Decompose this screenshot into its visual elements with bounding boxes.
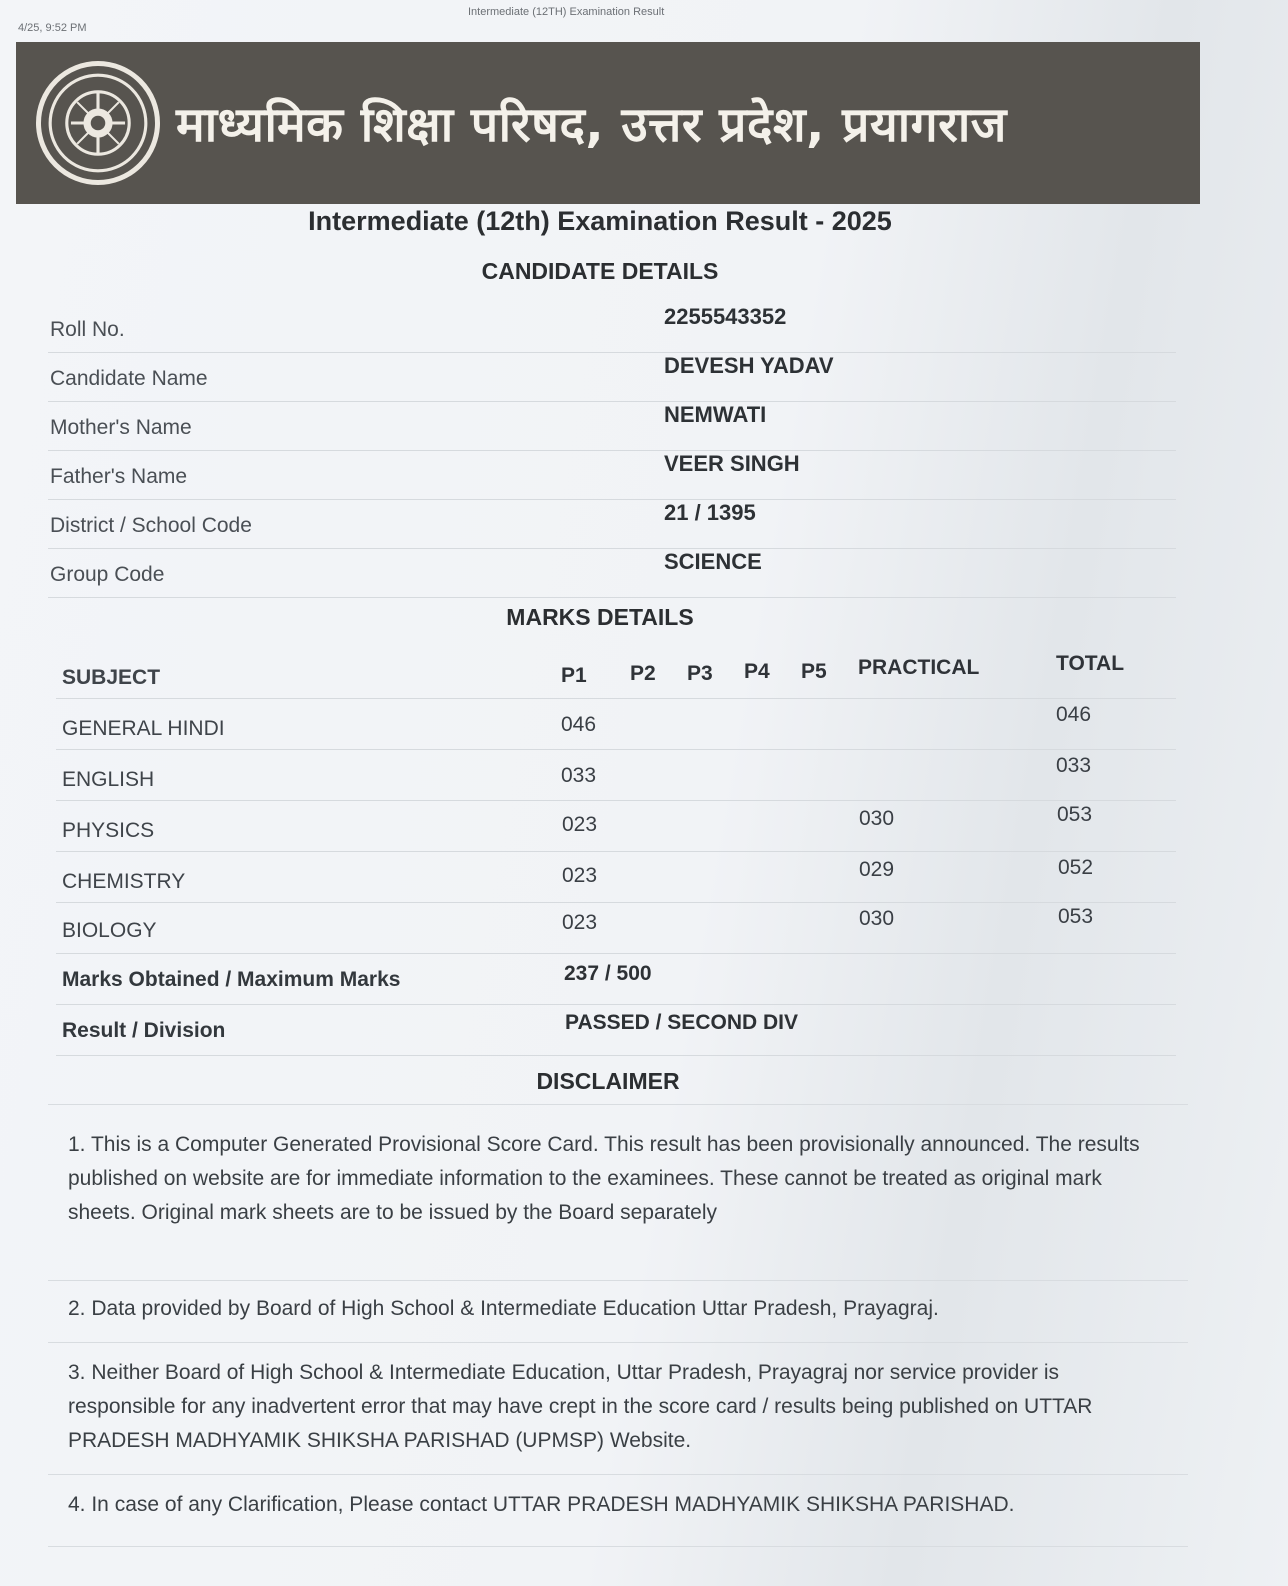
field-row-candidate-name — [48, 353, 1176, 402]
disclaimer-item: 3. Neither Board of High School & Intermediate Education, Uttar Pradesh, Prayagraj nor service provider is responsible for any inadvertent error that may have crept in the score card / results being published on UTTAR PRADESH MADHYAMIK SHIKSHA PARISHAD (UPMSP) Website. — [68, 1361, 1093, 1452]
marks-details-heading: MARKS DETAILS — [506, 604, 694, 630]
divider — [48, 1104, 1188, 1105]
field-value: SCIENCE — [664, 549, 762, 574]
page-title: Intermediate (12th) Examination Result - 2025 — [308, 206, 892, 236]
field-label: Roll No. — [50, 318, 125, 341]
board-banner — [16, 42, 1200, 204]
result-division-label: Result / Division — [62, 1019, 226, 1042]
total-marks: 052 — [1058, 856, 1094, 879]
subject-name: PHYSICS — [62, 819, 155, 842]
disclaimer-item: 1. This is a Computer Generated Provisional Score Card. This result has been provisionally announced. The results published on website are for immediate information to the examinees. These cannot be treated as original mark sheets. Original mark sheets are to be issued by the Board separately — [68, 1133, 1140, 1224]
col-header-p5: P5 — [801, 660, 827, 683]
marks-obtained-row — [56, 954, 1176, 1005]
field-value: 21 / 1395 — [664, 500, 756, 525]
practical-marks: 030 — [859, 907, 895, 930]
result-division-row — [56, 1005, 1176, 1056]
total-marks: 046 — [1056, 703, 1092, 726]
marks-row — [56, 852, 1176, 903]
practical-marks: 030 — [859, 807, 895, 830]
marks-row — [56, 801, 1176, 852]
subject-name: GENERAL HINDI — [62, 717, 225, 740]
field-row-father-name — [48, 451, 1176, 500]
print-timestamp: 4/25, 9:52 PM — [18, 22, 87, 34]
marks-row — [56, 750, 1176, 801]
field-label: Father's Name — [50, 465, 188, 488]
p1-marks: 046 — [561, 713, 597, 736]
print-page-title: Intermediate (12TH) Examination Result — [468, 6, 665, 18]
field-value: VEER SINGH — [664, 451, 800, 476]
board-emblem-icon — [36, 61, 160, 185]
field-label: District / School Code — [50, 514, 252, 537]
marks-obtained-value: 237 / 500 — [564, 962, 652, 985]
print-header — [8, 6, 908, 34]
field-label: Mother's Name — [50, 416, 192, 439]
marks-header-row — [56, 648, 1176, 699]
marks-row — [56, 699, 1176, 750]
col-header-p2: P2 — [630, 662, 656, 685]
p1-marks: 033 — [561, 764, 597, 787]
result-division-value: PASSED / SECOND DIV — [565, 1011, 798, 1034]
total-marks: 053 — [1058, 905, 1094, 928]
disclaimer-item: 2. Data provided by Board of High School & Intermediate Education Uttar Pradesh, Prayagraj. — [68, 1297, 939, 1320]
field-row-district-school-code — [48, 500, 1176, 549]
subject-name: ENGLISH — [62, 768, 155, 791]
field-value: 2255543352 — [664, 304, 787, 329]
marks-row — [56, 903, 1176, 954]
divider — [48, 1342, 1188, 1343]
field-label: Candidate Name — [50, 367, 208, 390]
candidate-details-heading: CANDIDATE DETAILS — [481, 258, 719, 284]
field-value: DEVESH YADAV — [664, 353, 834, 378]
board-name-hindi: माध्यमिक शिक्षा परिषद, उत्तर प्रदेश, प्रयागराज — [176, 96, 1007, 153]
p1-marks: 023 — [562, 813, 598, 836]
field-row-mother-name — [48, 402, 1176, 451]
total-marks: 053 — [1057, 803, 1093, 826]
field-row-roll-no — [48, 304, 1176, 353]
divider — [48, 1546, 1188, 1547]
total-marks: 033 — [1056, 754, 1092, 777]
col-header-total: TOTAL — [1056, 652, 1125, 675]
divider — [48, 1280, 1188, 1281]
col-header-p4: P4 — [744, 660, 770, 683]
disclaimer-item: 4. In case of any Clarification, Please contact UTTAR PRADESH MADHYAMIK SHIKSHA PARISHAD. — [68, 1493, 1015, 1516]
practical-marks: 029 — [859, 858, 895, 881]
subject-name: BIOLOGY — [62, 919, 157, 942]
disclaimer-heading: DISCLAIMER — [536, 1068, 680, 1094]
field-row-group-code — [48, 549, 1176, 598]
p1-marks: 023 — [562, 864, 598, 887]
field-value: NEMWATI — [664, 402, 767, 427]
col-header-subject: SUBJECT — [62, 666, 161, 689]
col-header-p1: P1 — [561, 664, 587, 687]
subject-name: CHEMISTRY — [62, 870, 186, 893]
field-label: Group Code — [50, 563, 165, 586]
p1-marks: 023 — [562, 911, 598, 934]
marks-obtained-label: Marks Obtained / Maximum Marks — [62, 968, 401, 991]
col-header-practical: PRACTICAL — [858, 656, 980, 679]
col-header-p3: P3 — [687, 662, 713, 685]
divider — [48, 1474, 1188, 1475]
